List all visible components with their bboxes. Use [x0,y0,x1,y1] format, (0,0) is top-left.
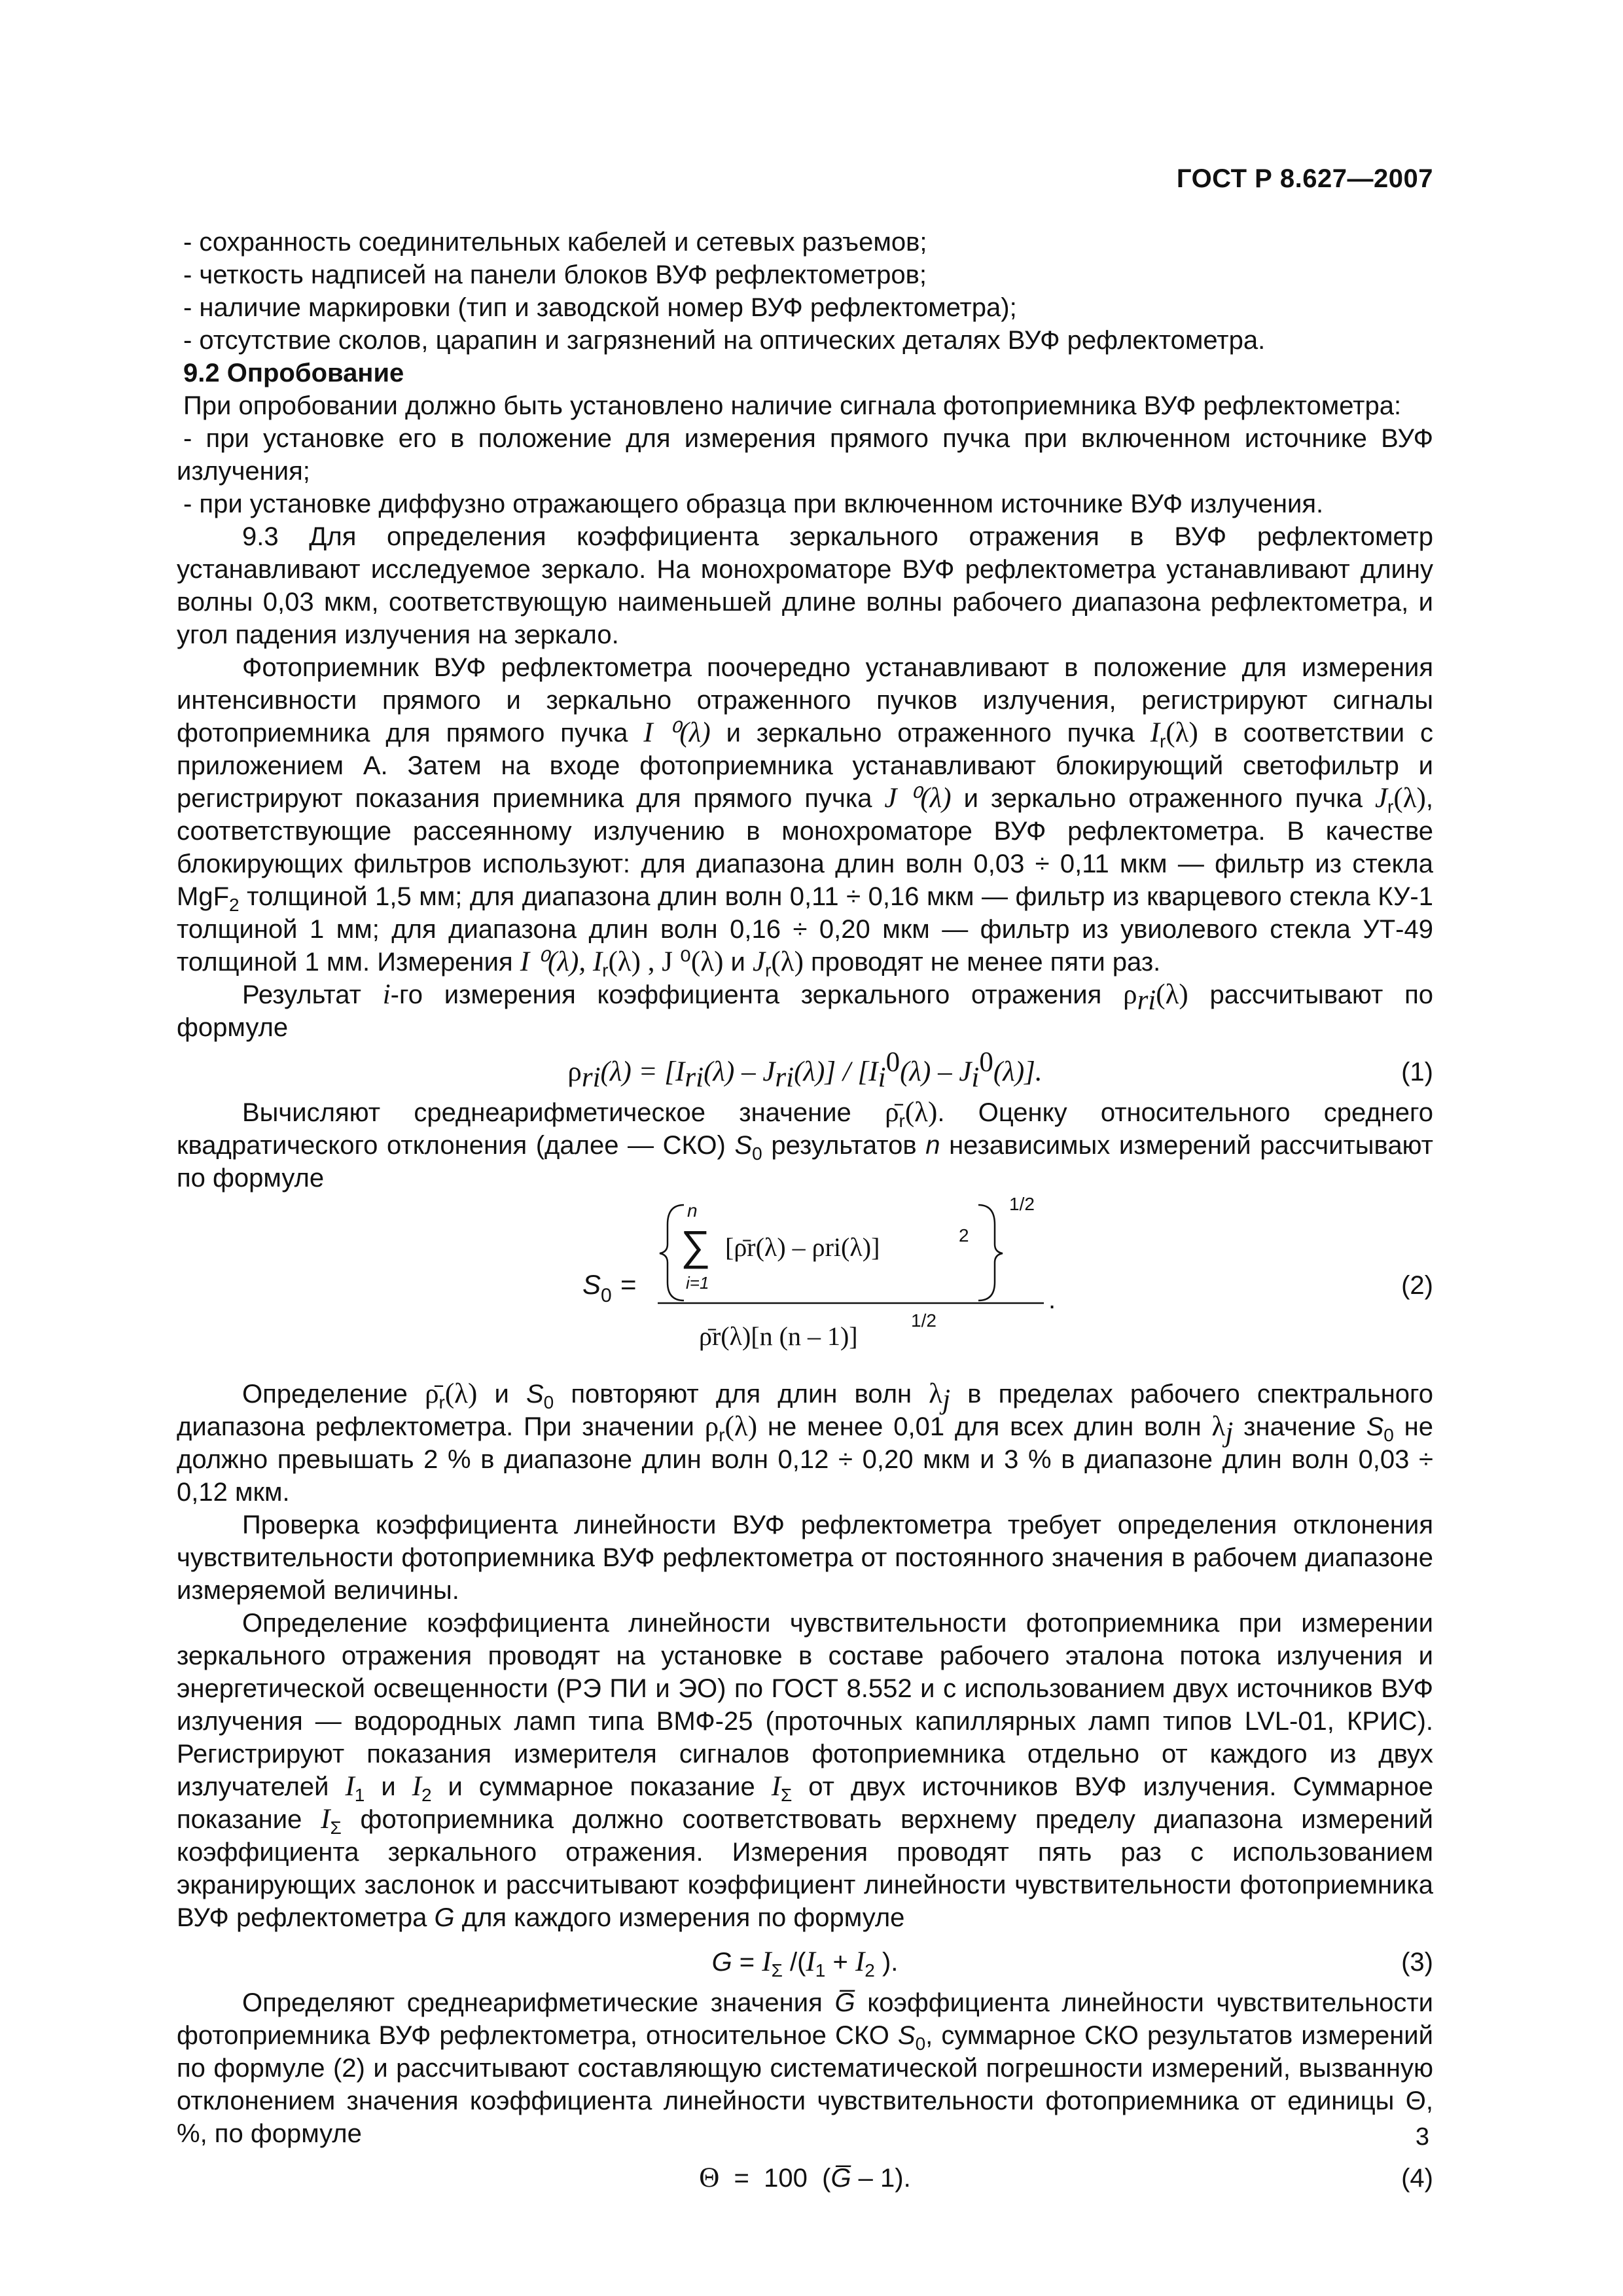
paragraph-9-3: 9.3 Для определения коэффициента зеркального отражения в ВУФ рефлектометр устанавливают исследуемое зеркало. На монохроматоре ВУФ рефлектометра устанавливают длину волны 0,03 мкм, соответствующую наименьшей длине волны рабочего диапазона рефлектометра, и угол падения излучения на зеркало. [177,522,1433,649]
eq2-sum-top: n [687,1200,698,1221]
paragraph-linearity-definition: Определение коэффициента линейности чувствительности фотоприемника при измерении зеркального отражения проводят на установке в составе рабочего эталона потока излучения и энергетической освещенности (РЭ ПИ и ЭО) по ГОСТ 8.552 и с использованием двух источников ВУФ излучения — водородных ламп типа ВМФ-25 (проточных капиллярных ламп типов LVL-01, КРИС). Регистрируют показания измерителя сигналов фотоприемника отдельно от каждого из двух излучателей $I_1$ и $I_2$ и суммарное показание $I_\Sigma$ от двух источников ВУФ излучения. Суммарное показание $I_\Sigma$ фотоприемника должно соответствовать верхнему пределу диапазона измерений коэффициента зеркального отражения. Измерения проводят пять раз с использованием экранирующих заслонок и рассчитывают коэффициент линейности чувствительности фотоприемника ВУФ рефлектометра G для каждого измерения по формуле [177,1609,1433,1932]
eq2-sum-bottom: i=1 [686,1273,709,1293]
paragraph-detector: Фотоприемник ВУФ рефлектометра поочередно устанавливают в положение для измерения интенсивности прямого и зеркально отраженного пучков излучения, регистрируют сигналы фотоприемника для прямого пучка I ⁰(λ) и зеркально отраженного пучка $I_r(\lambda)$ в соответствии с приложением А. Затем на входе фотоприемника устанавливают блокирующий светофильтр и регистрируют показания приемника для прямого пучка J ⁰(λ) и зеркально отраженного пучка $J_r(\lambda)$, соответствующие рассеянному излучению в монохроматоре ВУФ рефлектометра. В качестве блокирующих фильтров используют: для диапазона длин волн 0,03 ÷ 0,11 мкм — фильтр из стекла MgF$_2$ толщиной 1,5 мм; для диапазона длин волн 0,11 ÷ 0,16 мкм — фильтр из кварцевого стекла КУ-1 толщиной 1 мм; для диапазона длин волн 0,16 ÷ 0,20 мкм — фильтр из увиолевого стекла УТ-49 толщиной 1 мм. Измерения I ⁰(λ), $I_r(\lambda)$ , J ⁰(λ) и $J_r(\lambda)$ проводят не менее пяти раз. [177,653,1434,980]
section-intro: При опробовании должно быть установлено наличие сигнала фотоприемника ВУФ рефлектометра: [183,391,1402,420]
eq2-lhs: S [582,1269,601,1300]
equation-4 [177,2158,1433,2200]
equation-1 [177,1047,1433,1094]
page-number: 3 [1415,2123,1429,2151]
paragraph-mean: Вычисляют среднеарифметическое значение $\rhō_r(\lambda)$. Оценку относительного среднего квадратического отклонения (далее — СКО) $S_0$ результатов n независимых измерений рассчитывают по формуле [177,1097,1433,1193]
eq2-numerator: [ρ̄r(λ) – ρri(λ)] [725,1232,880,1262]
eq2-numerator-pow: 2 [959,1225,969,1246]
equation-3-number: (3) [1401,1948,1433,1977]
sigma-icon: ∑ [681,1222,711,1269]
eq2-tail: . [1048,1285,1056,1314]
paragraph-repeat: Определение $\rhō_r(\lambda)$ и $S_0$ повторяют для длин волн $\lambda_j$ в пределах рабочего спектрального диапазона рефлектометра. При значении $\rho_r(\lambda)$ не менее 0,01 для всех длин волн $\lambda_j$ значение $S_0$ не должно превышать 2 % в диапазоне длин волн 0,12 ÷ 0,20 мкм и 3 % в диапазоне длин волн 0,03 ÷ 0,12 мкм. [177,1378,1434,1507]
eq2-denominator: ρ̄r(λ)[n (n – 1)] [699,1321,858,1351]
equation-1-number: (1) [1401,1058,1433,1086]
list-item: - наличие маркировки (тип и заводской номер ВУФ рефлектометра); [183,293,1017,322]
equation-4-body: Θ = 100 (G̅ – 1). [699,2162,911,2193]
eq2-lhs-sub: 0 [601,1285,612,1306]
document-body [177,226,1433,2202]
equation-3-body: $G = I_\Sigma$ $/(I_1 + I_2$ ). [711,1946,899,1981]
list-item: - отсутствие сколов, царапин и загрязнений на оптических деталях ВУФ рефлектометра. [183,326,1266,355]
close-brace-icon [978,1205,1003,1300]
paragraph-linearity: Проверка коэффициента линейности ВУФ рефлектометра требует определения отклонения чувствительности фотоприемника ВУФ рефлектометра от постоянного значения в рабочем диапазоне измеряемой величины. [177,1511,1433,1605]
list-item: - четкость надписей на панели блоков ВУФ рефлектометров; [183,260,927,289]
eq2-outer-pow: 1/2 [1009,1197,1035,1214]
equation-2-number: (2) [1401,1271,1433,1300]
check-item: - при установке диффузно отражающего образца при включенном источнике ВУФ излучения. [183,490,1324,518]
section-heading: 9.2 Опробование [183,359,404,387]
equation-1-body: $\rho_{ri}(\lambda) = [I_{ri}(\lambda) - J_{ri}(\lambda)] / [I_i^0(\lambda) - J_i^0(\lambda)]$. [567,1047,1043,1093]
equation-2 [177,1197,1433,1374]
paragraph-result: Результат i-го измерения коэффициента зеркального отражения $\rho_{ri}(\lambda)$ рассчитывают по формуле [177,979,1434,1042]
equation-4-number: (4) [1401,2164,1433,2193]
eq2-denominator-pow: 1/2 [911,1310,936,1331]
list-item: - сохранность соединительных кабелей и сетевых разъемов; [183,228,927,257]
document-header: ГОСТ Р 8.627—2007 [1176,164,1433,193]
check-item: - при установке его в положение для измерения прямого пучка при включенном источнике ВУФ излучения; [177,424,1433,486]
equation-3 [177,1942,1433,1984]
eq2-equals: = [620,1269,637,1300]
paragraph-mean-2: Определяют среднеарифметические значения G̅ коэффициента линейности чувствительности фотоприемника ВУФ рефлектометра, относительное СКО $S_0$, суммарное СКО результатов измерений по формуле (2) и рассчитывают составляющую систематической погрешности измерений, вызванную отклонением значения коэффициента линейности чувствительности фотоприемника от единицы Θ, %, по формуле [177,1988,1433,2148]
equation-2-graphic [177,1197,1433,1374]
